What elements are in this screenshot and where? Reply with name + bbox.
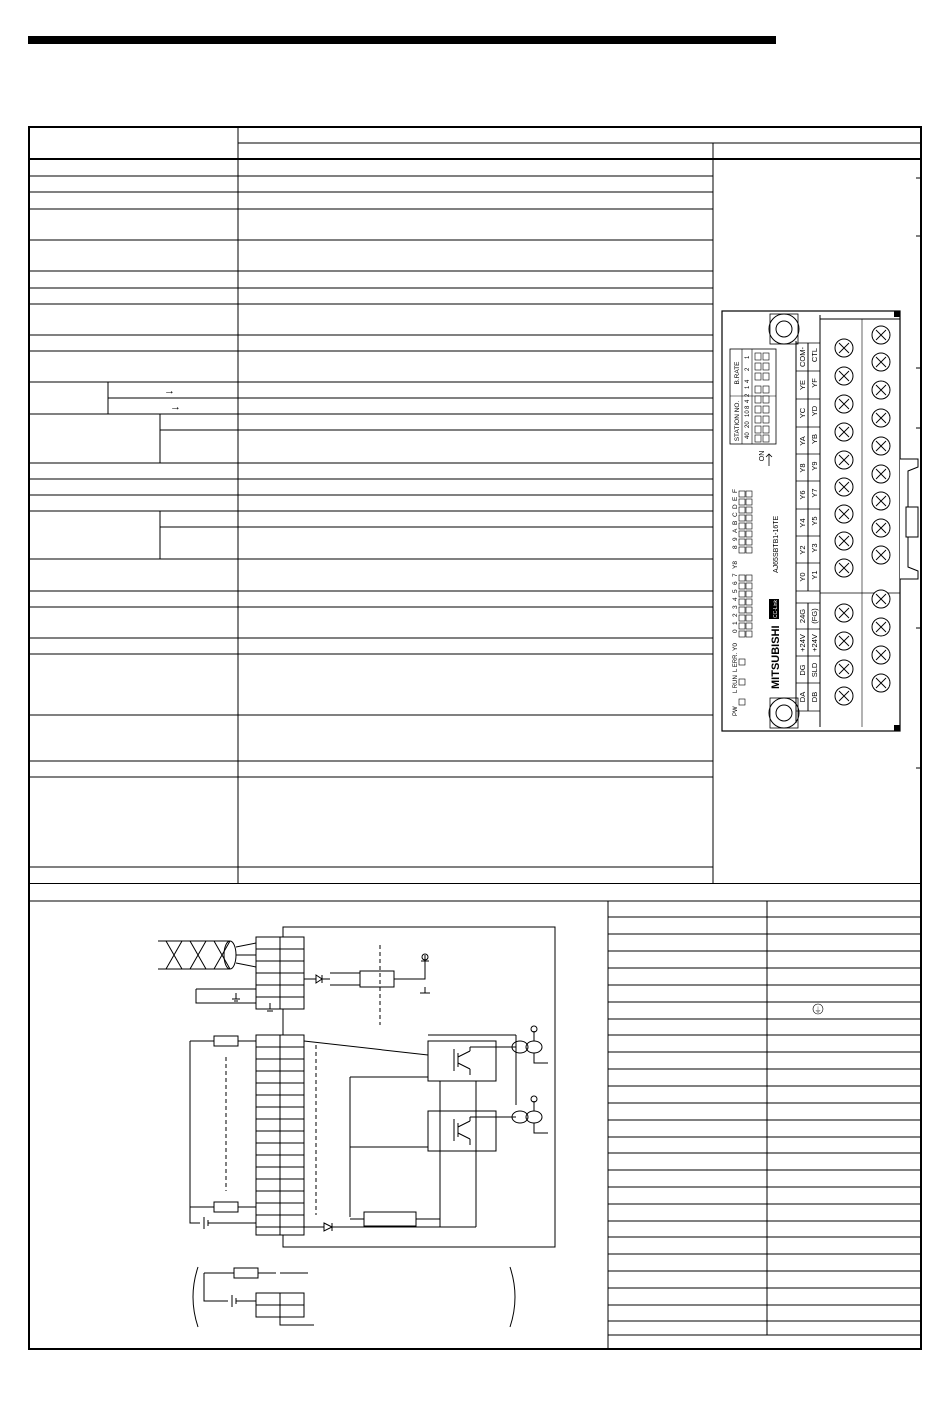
label-ya: YA — [798, 436, 807, 446]
label-plus24v: +24V — [798, 634, 807, 652]
station-weight-8: 8 — [745, 405, 751, 409]
y0-digit-7: 7 — [732, 573, 739, 577]
y8-digit-d: D — [732, 504, 739, 509]
module-drawing — [722, 311, 918, 731]
label-yc: YC — [798, 407, 807, 419]
terminal-table — [608, 901, 920, 1335]
wiring-diagram — [158, 927, 555, 1327]
label-y6: Y6 — [798, 490, 807, 500]
rate-weight-4: 4 — [745, 379, 751, 383]
y8-digit-b: B — [732, 520, 739, 525]
label-ctl: CTL — [810, 347, 819, 363]
station-weight-2: 2 — [745, 393, 751, 397]
label-24g: 24G — [798, 608, 807, 624]
y0-digit-4: 4 — [732, 597, 739, 601]
spec-table — [30, 128, 920, 884]
station-weight-20: 20 — [745, 421, 751, 428]
y8-digit-e: E — [732, 496, 739, 501]
label-yf: YF — [810, 378, 819, 388]
y0-prefix: Y0 — [732, 643, 739, 651]
y0-digit-0: 0 — [732, 629, 739, 633]
label-yb: YB — [810, 433, 819, 445]
y0-digit-5: 5 — [732, 589, 739, 593]
y8-prefix: Y8 — [732, 561, 739, 569]
model-name: AJ65SBTB1-16TE — [773, 515, 780, 573]
y8-digit-f: F — [732, 489, 739, 493]
label-y0: Y0 — [798, 572, 807, 582]
station-no-label: STATION NO. — [734, 400, 741, 442]
y8-digit-8: 8 — [732, 545, 739, 549]
label-sld: SLD — [810, 662, 819, 678]
y0-digit-2: 2 — [732, 613, 739, 617]
rate-weight-2: 2 — [745, 367, 751, 371]
station-weight-4: 4 — [745, 399, 751, 403]
specification-sheet — [28, 126, 922, 1350]
led-lerr-label: L ERR. — [733, 652, 739, 672]
label-y8: Y8 — [798, 463, 807, 473]
station-weight-1: 1 — [745, 385, 751, 389]
label-y9: Y9 — [810, 461, 819, 471]
arrow-symbol-2: → — [170, 401, 181, 413]
cclink-badge: CC-Link — [773, 599, 779, 618]
brand-logo: MITSUBISHI — [770, 625, 782, 689]
label-y2: Y2 — [798, 545, 807, 555]
rate-weight-1: 1 — [745, 355, 751, 359]
wiring-section — [30, 885, 920, 1350]
y8-digit-9: 9 — [732, 537, 739, 541]
label-ye: YE — [798, 379, 807, 391]
on-label: ON — [759, 450, 766, 462]
y8-digit-c: C — [732, 512, 739, 517]
label-y5: Y5 — [810, 516, 819, 526]
station-weight-40: 40 — [745, 432, 751, 439]
ground-symbol: ⏚ — [814, 1007, 822, 1014]
led-lrun-label: L RUN — [733, 675, 739, 693]
label-dg: DG — [798, 664, 807, 676]
y0-digit-3: 3 — [732, 605, 739, 609]
label-fg: (FG) — [810, 608, 819, 624]
label-db: DB — [810, 691, 819, 703]
led-pw-label: PW — [733, 706, 739, 716]
label-plus24v-2: +24V — [810, 634, 819, 652]
arrow-symbol-1: → — [164, 385, 175, 397]
label-y7: Y7 — [810, 488, 819, 498]
label-y3: Y3 — [810, 543, 819, 553]
b-rate-label: B.RATE — [734, 361, 741, 385]
label-y1: Y1 — [810, 570, 819, 580]
label-com: COM- — [798, 347, 807, 367]
label-y4: Y4 — [798, 518, 807, 528]
y0-digit-1: 1 — [732, 621, 739, 625]
label-yd: YD — [810, 405, 819, 417]
label-da: DA — [798, 691, 807, 703]
y8-digit-a: A — [732, 528, 739, 533]
station-weight-10: 10 — [745, 410, 751, 417]
y0-digit-6: 6 — [732, 581, 739, 585]
header-rule — [28, 36, 776, 44]
